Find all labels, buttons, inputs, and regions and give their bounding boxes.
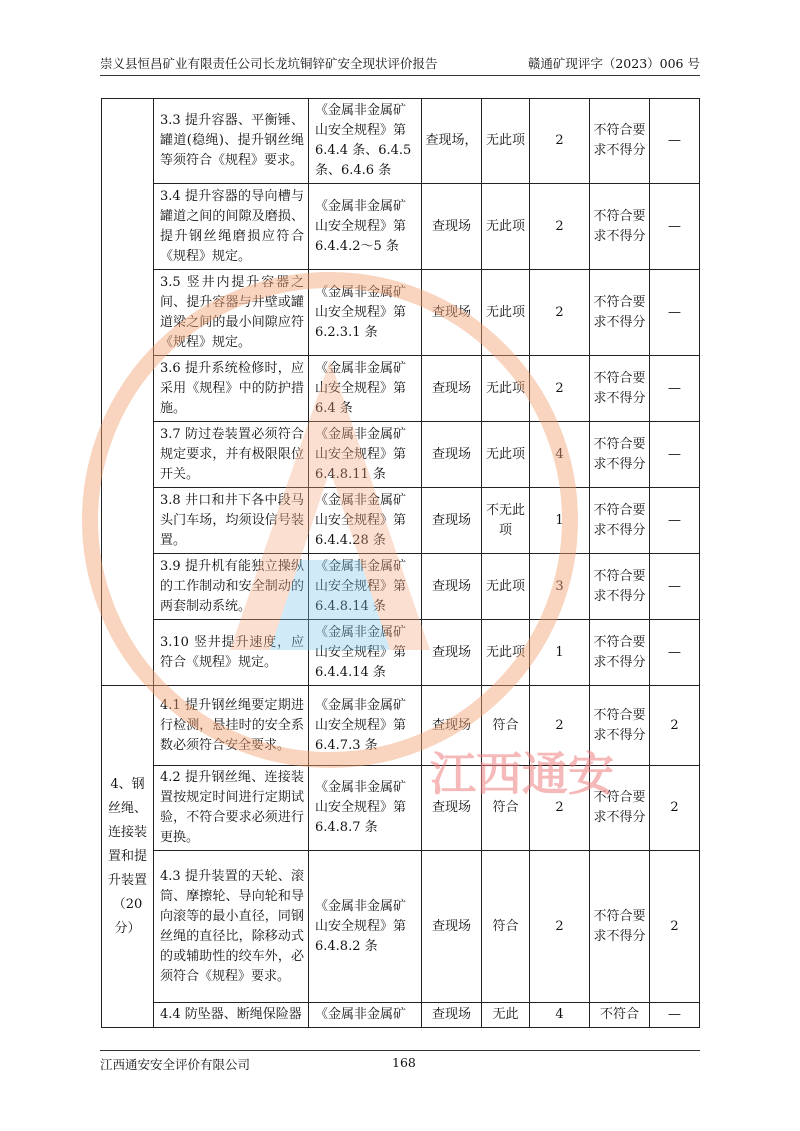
rule-cell: 不符合: [590, 1003, 650, 1028]
score-cell: 2: [530, 686, 590, 766]
basis-cell: 《金属非金属矿山安全规程》第 6.4.4.2～5 条: [309, 184, 422, 270]
basis-cell: 《金属非金属矿山安全规程》第 6.4.7.3 条: [309, 686, 422, 766]
basis-cell: 《金属非金属矿山安全规程》第 6.4.8.14 条: [309, 554, 422, 620]
check-item: 4.2 提升钢丝绳、连接装置按规定时间进行定期试验，不符合要求必须进行更换。: [154, 766, 309, 851]
score-cell: 4: [530, 422, 590, 488]
rule-cell: 不符合要求不得分: [590, 766, 650, 851]
result-cell: 无此项: [482, 620, 530, 686]
basis-cell: 《金属非金属矿: [309, 1003, 422, 1028]
table-row: [102, 554, 700, 620]
method-cell: 查现场: [422, 851, 482, 1003]
header-report-number: 赣通矿现评字（2023）006 号: [527, 56, 700, 71]
footer-company: 江西通安安全评价有限公司: [100, 1057, 251, 1072]
result-cell: 符合: [482, 766, 530, 851]
actual-score-cell: 2: [650, 686, 700, 766]
rule-cell: 不符合要求不得分: [590, 488, 650, 554]
score-cell: 4: [530, 1003, 590, 1028]
rule-cell: 不符合要求不得分: [590, 620, 650, 686]
check-item: 3.10 竖井提升速度，应符合《规程》规定。: [154, 620, 309, 686]
method-cell: 查现场: [422, 554, 482, 620]
check-item: 3.8 井口和井下各中段马头门车场，均须设信号装置。: [154, 488, 309, 554]
result-cell: 无此: [482, 1003, 530, 1028]
table-row: [102, 686, 700, 766]
method-cell: 查现场: [422, 686, 482, 766]
rule-cell: 不符合要求不得分: [590, 851, 650, 1003]
rule-cell: 不符合要求不得分: [590, 356, 650, 422]
actual-score-cell: 2: [650, 766, 700, 851]
page-footer: [100, 1050, 700, 1072]
method-cell: 查现场: [422, 488, 482, 554]
result-cell: 无此项: [482, 356, 530, 422]
stamp-text: 江西通安: [430, 747, 614, 801]
actual-score-cell: —: [650, 554, 700, 620]
score-cell: 2: [530, 99, 590, 184]
page-number: 168: [392, 1055, 416, 1070]
result-cell: 不无此项: [482, 488, 530, 554]
basis-cell: 《金属非金属矿山安全规程》第 6.4.4.14 条: [309, 620, 422, 686]
table-row: [102, 488, 700, 554]
check-item: 3.9 提升机有能独立操纵的工作制动和安全制动的两套制动系统。: [154, 554, 309, 620]
basis-cell: 《金属非金属矿山安全规程》第 6.4.8.2 条: [309, 851, 422, 1003]
basis-cell: 《金属非金属矿山安全规程》第 6.4.8.11 条: [309, 422, 422, 488]
result-cell: 无此项: [482, 99, 530, 184]
actual-score-cell: —: [650, 356, 700, 422]
table-row: [102, 356, 700, 422]
evaluation-table: [101, 98, 700, 1028]
method-cell: 查现场: [422, 184, 482, 270]
score-cell: 1: [530, 488, 590, 554]
table-row: [102, 851, 700, 1003]
method-cell: 查现场: [422, 270, 482, 356]
table-row: [102, 184, 700, 270]
check-item: 4.4 防坠器、断绳保险器: [154, 1003, 309, 1028]
score-cell: 1: [530, 620, 590, 686]
result-cell: 无此项: [482, 184, 530, 270]
header-report-title: 崇义县恒昌矿业有限责任公司长龙坑铜锌矿安全现状评价报告: [100, 56, 438, 71]
result-cell: 无此项: [482, 422, 530, 488]
rule-cell: 不符合要求不得分: [590, 686, 650, 766]
rule-cell: 不符合要求不得分: [590, 422, 650, 488]
table-row: [102, 620, 700, 686]
check-item: 4.3 提升装置的天轮、滚筒、摩擦轮、导向轮和导向滚等的最小直径，同钢丝绳的直径比，除移动式的或辅助性的绞车外，必须符合《规程》要求。: [154, 851, 309, 1003]
table-row: [102, 1003, 700, 1028]
check-item: 4.1 提升钢丝绳要定期进行检测，悬挂时的安全系数必须符合安全要求。: [154, 686, 309, 766]
check-item: 3.5 竖井内提升容器之间、提升容器与井壁或罐道梁之间的最小间隙应符《规程》规定。: [154, 270, 309, 356]
basis-cell: 《金属非金属矿山安全规程》第 6.4.4.28 条: [309, 488, 422, 554]
rule-cell: 不符合要求不得分: [590, 270, 650, 356]
score-cell: 2: [530, 766, 590, 851]
check-item: 3.7 防过卷装置必须符合规定要求，并有极限限位开关。: [154, 422, 309, 488]
page-header: [100, 52, 700, 76]
score-cell: 2: [530, 851, 590, 1003]
actual-score-cell: —: [650, 99, 700, 184]
table-row: [102, 422, 700, 488]
table-row: [102, 766, 700, 851]
method-cell: 查现场: [422, 766, 482, 851]
rule-cell: 不符合要求不得分: [590, 554, 650, 620]
method-cell: 查现场: [422, 620, 482, 686]
method-cell: 查现场: [422, 422, 482, 488]
check-item: 3.3 提升容器、平衡锤、罐道(稳绳)、提升钢丝绳等须符合《规程》要求。: [154, 99, 309, 184]
actual-score-cell: —: [650, 184, 700, 270]
actual-score-cell: —: [650, 620, 700, 686]
table-row: [102, 99, 700, 184]
basis-cell: 《金属非金属矿山安全规程》第 6.4.8.7 条: [309, 766, 422, 851]
method-cell: 查现场: [422, 356, 482, 422]
rule-cell: 不符合要求不得分: [590, 99, 650, 184]
score-cell: 3: [530, 554, 590, 620]
table-row: [102, 270, 700, 356]
actual-score-cell: —: [650, 1003, 700, 1028]
actual-score-cell: —: [650, 422, 700, 488]
rule-cell: 不符合要求不得分: [590, 184, 650, 270]
actual-score-cell: —: [650, 488, 700, 554]
basis-cell: 《金属非金属矿山安全规程》第 6.4.4 条、6.4.5 条、6.4.6 条: [309, 99, 422, 184]
result-cell: 无此项: [482, 270, 530, 356]
check-item: 3.6 提升系统检修时，应采用《规程》中的防护措施。: [154, 356, 309, 422]
method-cell: 查现场: [422, 1003, 482, 1028]
category-cell: 4、钢丝绳、连接装置和提升装置（20分）: [102, 686, 154, 1028]
score-cell: 2: [530, 184, 590, 270]
result-cell: 符合: [482, 851, 530, 1003]
result-cell: 无此项: [482, 554, 530, 620]
basis-cell: 《金属非金属矿山安全规程》第 6.2.3.1 条: [309, 270, 422, 356]
result-cell: 符合: [482, 686, 530, 766]
score-cell: 2: [530, 270, 590, 356]
check-item: 3.4 提升容器的导向槽与罐道之间的间隙及磨损、提升钢丝绳磨损应符合《规程》规定。: [154, 184, 309, 270]
category-cell: [102, 99, 154, 686]
actual-score-cell: —: [650, 270, 700, 356]
actual-score-cell: 2: [650, 851, 700, 1003]
score-cell: 2: [530, 356, 590, 422]
method-cell: 查现场，: [422, 99, 482, 184]
basis-cell: 《金属非金属矿山安全规程》第 6.4 条: [309, 356, 422, 422]
